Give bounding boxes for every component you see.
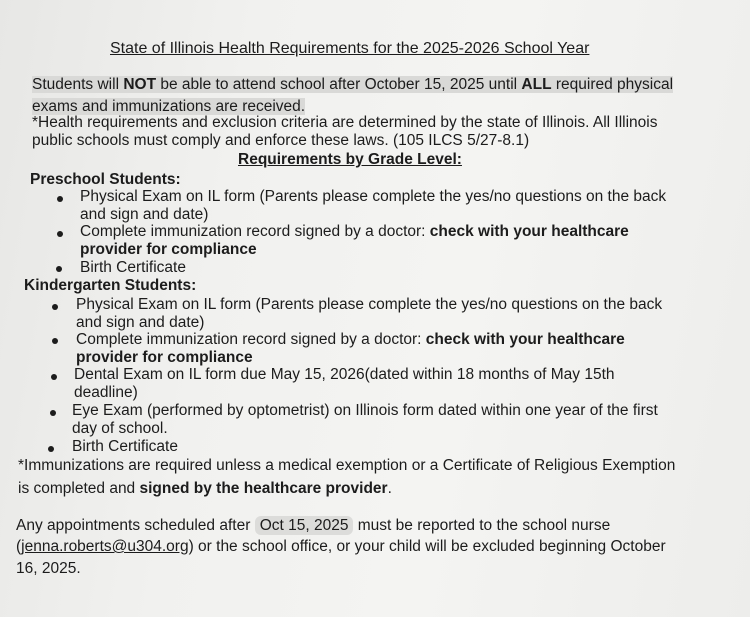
notice-line-4: public schools must comply and enforce these laws. (105 ILCS 5/27-8.1) <box>32 132 530 149</box>
notice-line-1-text <box>32 76 673 93</box>
kindergarten-item-physical: Physical Exam on IL form (Parents please complete the yes/no questions on the back <box>76 296 663 313</box>
appointments-line-2 <box>16 538 666 556</box>
preschool-item-birth-certificate: Birth Certificate <box>80 259 186 276</box>
notice-line-2-text: exams and immunizations are received. <box>32 98 306 115</box>
notice-all: ALL <box>521 76 552 93</box>
exemption-text: is completed and <box>18 480 140 497</box>
kindergarten-item-eye-cont: day of school. <box>72 420 168 437</box>
kindergarten-heading: Kindergarten Students: <box>24 277 197 294</box>
preschool-item-physical: Physical Exam on IL form (Parents please complete the yes/no questions on the back <box>80 188 667 205</box>
preschool-item-immunization <box>80 223 629 241</box>
notice-text: required physical <box>551 76 674 93</box>
appointments-text: ) or the school office, or your child will be excluded beginning October <box>188 538 666 555</box>
item-text: Complete immunization record signed by a doctor: <box>80 223 430 240</box>
kindergarten-item-immunization-cont: provider for compliance <box>76 349 253 366</box>
deadline-date-chip: Oct 15, 2025 <box>255 516 354 535</box>
appointments-text: must be reported to the school nurse <box>353 517 611 534</box>
bullet-icon <box>48 446 54 452</box>
page-title: State of Illinois Health Requirements for the 2025-2026 School Year <box>110 40 590 57</box>
preschool-item-physical-cont: and sign and date) <box>80 206 209 223</box>
bullet-icon <box>52 338 58 344</box>
exemption-line-2 <box>18 480 392 498</box>
kindergarten-item-eye: Eye Exam (performed by optometrist) on Illinois form dated within one year of the first <box>72 402 658 419</box>
notice-not: NOT <box>123 76 157 93</box>
preschool-item-immunization-cont: provider for compliance <box>80 241 257 258</box>
kindergarten-item-birth-certificate: Birth Certificate <box>72 438 178 455</box>
notice-line-1 <box>32 76 673 94</box>
exemption-text: . <box>387 480 392 497</box>
preschool-heading: Preschool Students: <box>30 171 181 188</box>
requirements-heading: Requirements by Grade Level: <box>238 151 462 168</box>
kindergarten-item-immunization <box>76 331 625 349</box>
item-text: Complete immunization record signed by a doctor: <box>76 331 426 348</box>
item-bold-text: check with your healthcare <box>429 223 629 240</box>
kindergarten-item-dental: Dental Exam on IL form due May 15, 2026(dated within 18 months of May 15th <box>74 366 615 383</box>
bullet-icon <box>57 196 63 202</box>
appointments-text: Any appointments scheduled after <box>16 517 255 534</box>
appointments-line-3: 16, 2025. <box>16 560 81 577</box>
nurse-email-link[interactable]: jenna.roberts@u304.org <box>21 538 189 555</box>
bullet-icon <box>56 266 62 272</box>
notice-text: be able to attend school after October 15, 2025 until <box>156 76 522 93</box>
bullet-icon <box>50 410 56 416</box>
notice-text: Students will <box>32 76 124 93</box>
item-bold-text: check with your healthcare <box>425 331 625 348</box>
exemption-bold-text: signed by the healthcare provider <box>139 480 388 497</box>
notice-line-3: *Health requirements and exclusion criteria are determined by the state of Illinois. All Illinois <box>32 114 658 131</box>
kindergarten-item-physical-cont: and sign and date) <box>76 314 205 331</box>
appointments-line-1 <box>16 517 610 535</box>
bullet-icon <box>52 304 58 310</box>
exemption-line-1: *Immunizations are required unless a medical exemption or a Certificate of Religious Exemption <box>18 457 676 474</box>
kindergarten-item-dental-cont: deadline) <box>74 384 138 401</box>
bullet-icon <box>57 231 63 237</box>
bullet-icon <box>51 374 57 380</box>
appointments-text: ( <box>16 538 22 555</box>
